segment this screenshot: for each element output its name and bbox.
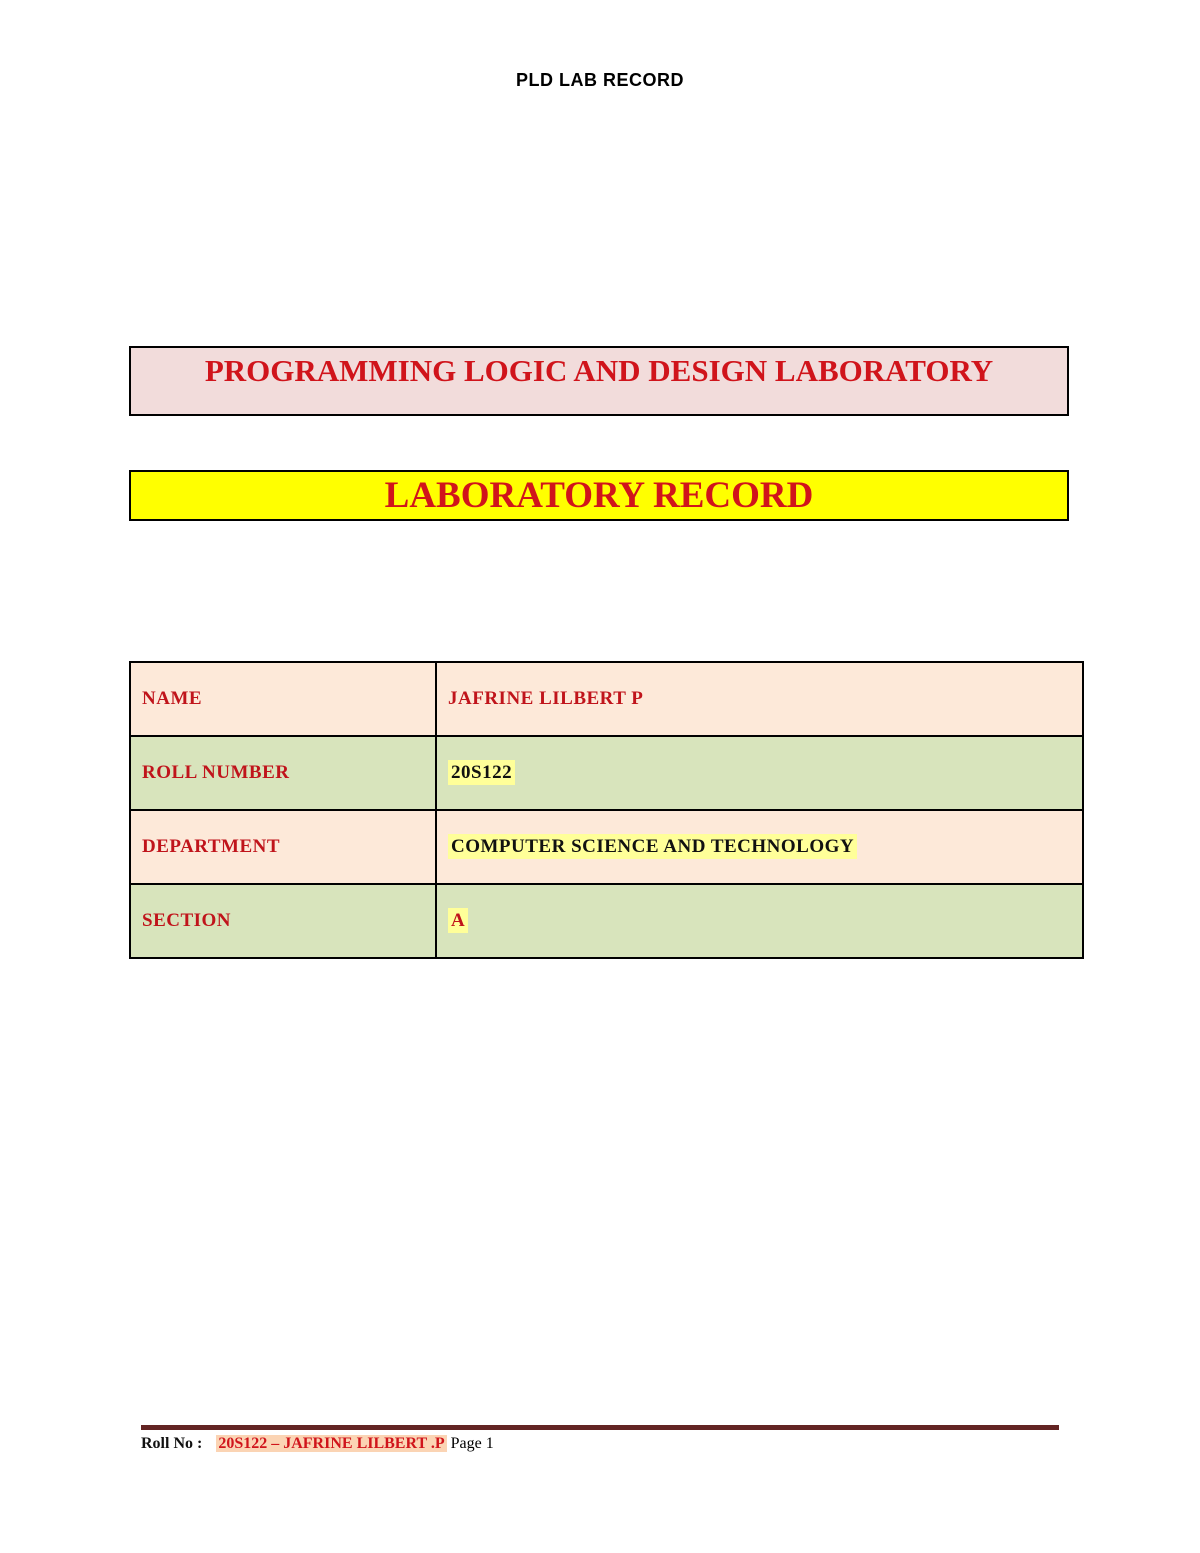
name-value-cell	[436, 662, 1083, 736]
student-details-table	[129, 661, 1084, 959]
table-row-name	[130, 662, 1083, 736]
roll-number-value-cell	[436, 736, 1083, 810]
course-title: PROGRAMMING LOGIC AND DESIGN LABORATORY	[204, 353, 994, 388]
page-footer	[141, 1435, 494, 1453]
footer-divider	[141, 1425, 1059, 1430]
table-row-department	[130, 810, 1083, 884]
name-value: JAFRINE LILBERT P	[448, 688, 644, 709]
section-label: SECTION	[130, 884, 436, 958]
department-value-cell	[436, 810, 1083, 884]
roll-number-value: 20S122	[448, 760, 515, 785]
course-title-box	[129, 346, 1069, 416]
table-row-roll-number	[130, 736, 1083, 810]
roll-number-label: ROLL NUMBER	[130, 736, 436, 810]
record-title: LABORATORY RECORD	[384, 475, 814, 516]
table-row-section	[130, 884, 1083, 958]
department-value: COMPUTER SCIENCE AND TECHNOLOGY	[448, 834, 857, 859]
record-title-box	[129, 470, 1069, 521]
footer-page-number: Page 1	[450, 1435, 494, 1452]
section-value: A	[448, 908, 468, 933]
department-label: DEPARTMENT	[130, 810, 436, 884]
name-label: NAME	[130, 662, 436, 736]
footer-roll-label: Roll No :	[141, 1435, 203, 1452]
footer-roll-value: 20S122 – JAFRINE LILBERT .P	[218, 1435, 445, 1452]
page-header-title: PLD LAB RECORD	[516, 70, 684, 90]
section-value-cell	[436, 884, 1083, 958]
